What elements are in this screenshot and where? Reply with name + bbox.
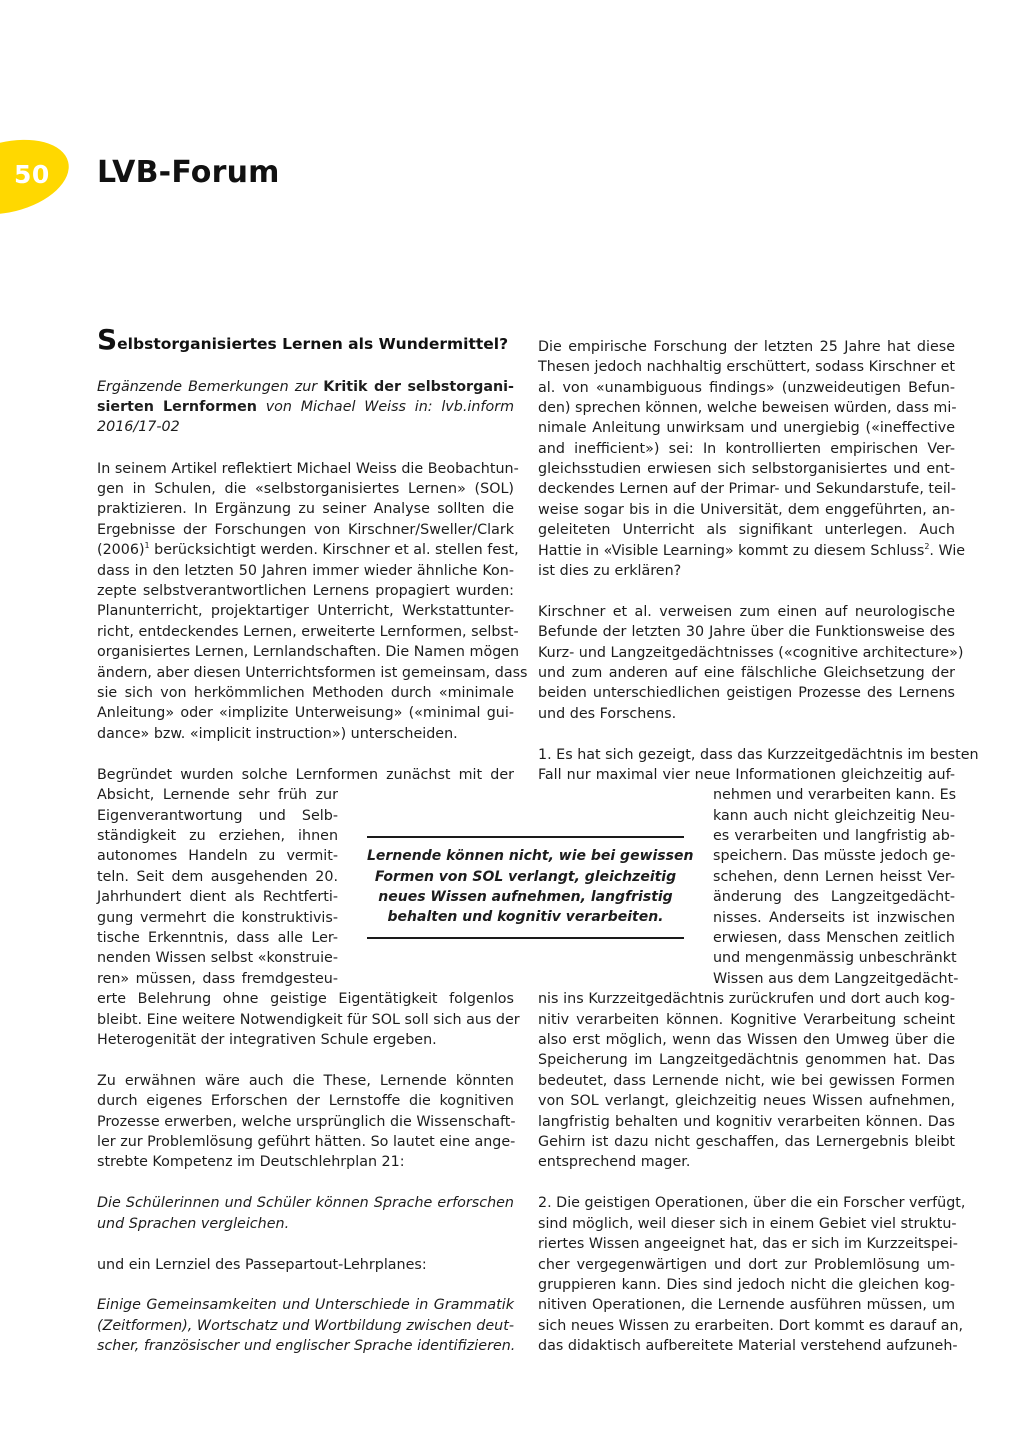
title-text: elbstorganisiertes Lernen als Wundermittel? [117, 335, 509, 353]
article-title [97, 323, 509, 356]
page-number: 50 [14, 160, 50, 189]
title-dropcap: S [97, 323, 118, 356]
pull-quote-bottom-rule [367, 937, 684, 939]
subtitle-line: sierten Lernformen von Michael Weiss in: lvb.inform [97, 399, 515, 415]
left-paragraph-4: und ein Lernziel des Passepartout-Lehrplanes: [97, 1257, 427, 1273]
section-title: LVB-Forum [97, 155, 280, 190]
footnote-ref-2[interactable]: 2 [924, 542, 930, 551]
subtitle-line: 2016/17-02 [97, 419, 180, 435]
pull-quote-top-rule [367, 836, 684, 838]
footnote-ref-1[interactable]: 1 [144, 541, 150, 550]
subtitle-line: Ergänzende Bemerkungen zur Kritik der selbstorgani- [97, 379, 514, 395]
